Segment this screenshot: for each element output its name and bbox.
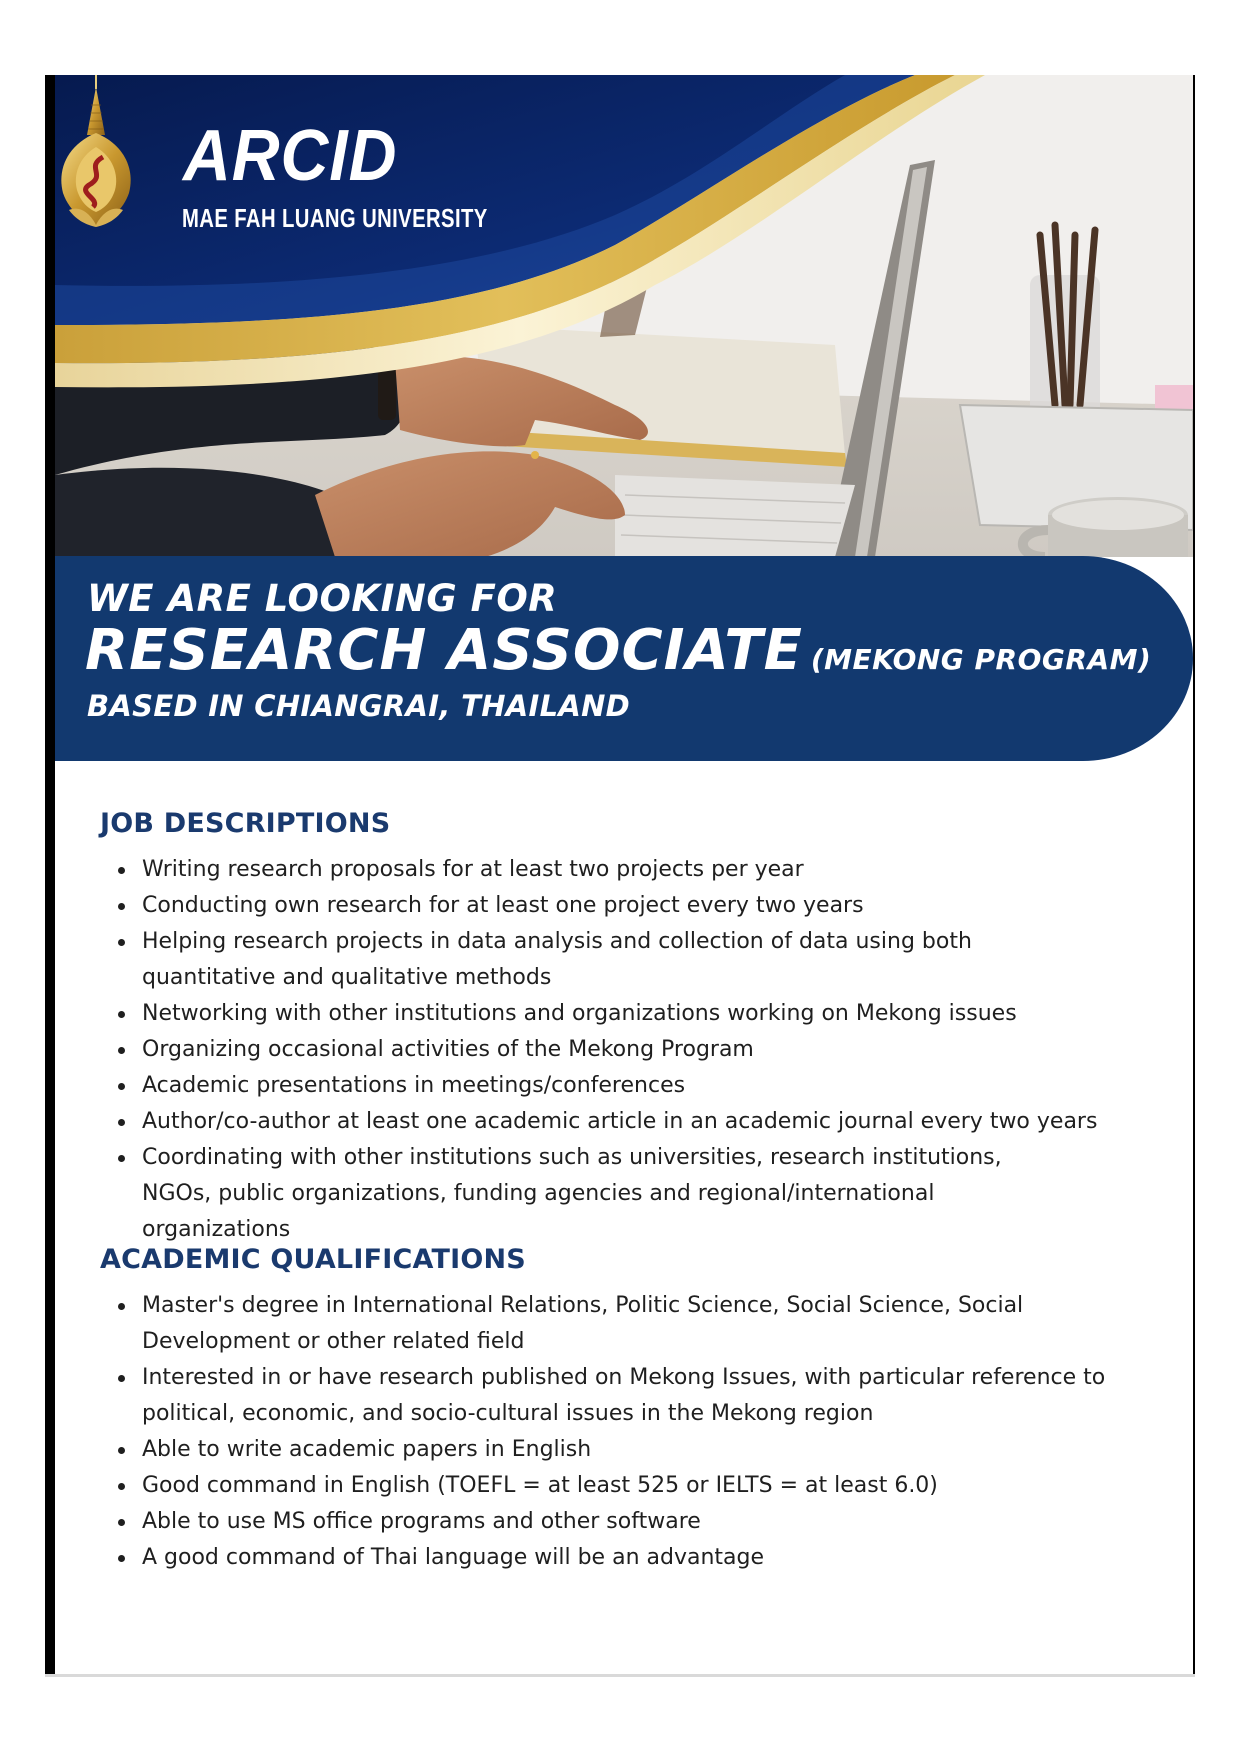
left-border xyxy=(45,75,55,1676)
list-item-text: Conducting own research for at least one project every two years xyxy=(142,893,864,918)
position-title xyxy=(85,618,1152,683)
headline-banner xyxy=(55,556,1193,761)
intro-text: WE ARE LOOKING FOR xyxy=(87,577,558,620)
list-item-text: Helping research projects in data analysis and collection of data using both quantitative and qualitative methods xyxy=(142,929,972,990)
bullet-icon xyxy=(118,1083,125,1090)
list-item-text: Academic presentations in meetings/conferences xyxy=(142,1073,686,1098)
bullet-icon xyxy=(118,939,125,946)
list-item-text: Organizing occasional activities of the Mekong Program xyxy=(142,1037,754,1062)
bullet-icon xyxy=(118,1155,125,1162)
list-item xyxy=(100,1288,1160,1360)
list-item xyxy=(100,1360,1160,1432)
bullet-icon xyxy=(118,1119,125,1126)
academic-qualifications-list xyxy=(100,1288,1160,1576)
list-item xyxy=(100,1468,1160,1504)
list-item xyxy=(100,1140,1160,1248)
section-heading: ACADEMIC QUALIFICATIONS xyxy=(100,1244,526,1275)
bullet-icon xyxy=(118,1519,125,1526)
list-item xyxy=(100,888,1160,924)
academic-qualifications-section xyxy=(100,1244,1160,1576)
bullet-icon xyxy=(118,903,125,910)
bottom-border xyxy=(45,1674,1195,1677)
list-item-text: Master's degree in International Relations, Politic Science, Social Science, Social Development or other related field xyxy=(142,1293,1024,1354)
arcid-logo-text: ARCID xyxy=(183,116,398,196)
bullet-icon xyxy=(118,1011,125,1018)
location-text: BASED IN CHIANGRAI, THAILAND xyxy=(87,689,631,723)
list-item xyxy=(100,924,1160,996)
bullet-icon xyxy=(118,1447,125,1454)
list-item xyxy=(100,1432,1160,1468)
bullet-icon xyxy=(118,1375,125,1382)
right-border xyxy=(1193,75,1195,1676)
hero-image xyxy=(55,75,1193,557)
job-descriptions-list xyxy=(100,852,1160,1248)
bullet-icon xyxy=(118,1555,125,1562)
list-item-text: Able to write academic papers in English xyxy=(142,1437,592,1462)
list-item xyxy=(100,852,1160,888)
position-name: RESEARCH ASSOCIATE xyxy=(85,618,803,683)
list-item-text: Writing research proposals for at least two projects per year xyxy=(142,857,804,882)
list-item xyxy=(100,1504,1160,1540)
list-item xyxy=(100,1032,1160,1068)
list-item xyxy=(100,1540,1160,1576)
bullet-icon xyxy=(118,1483,125,1490)
bullet-icon xyxy=(118,867,125,874)
list-item-text: Interested in or have research published on Mekong Issues, with particular reference to political, economic, and socio-cultural issues in the Mekong region xyxy=(142,1365,1106,1426)
mfu-emblem-icon xyxy=(55,75,137,227)
list-item xyxy=(100,996,1160,1032)
program-name: (MEKONG PROGRAM) xyxy=(810,643,1152,676)
university-name: MAE FAH LUANG UNIVERSITY xyxy=(182,203,488,233)
list-item-text: A good command of Thai language will be an advantage xyxy=(142,1545,765,1570)
list-item-text: Able to use MS office programs and other software xyxy=(142,1509,701,1534)
list-item-text: Author/co-author at least one academic article in an academic journal every two years xyxy=(142,1109,1098,1134)
bullet-icon xyxy=(118,1047,125,1054)
list-item-text: Good command in English (TOEFL = at least 525 or IELTS = at least 6.0) xyxy=(142,1473,938,1498)
list-item-text: Networking with other institutions and organizations working on Mekong issues xyxy=(142,1001,1017,1026)
list-item xyxy=(100,1104,1160,1140)
job-descriptions-section xyxy=(100,808,1160,1248)
bullet-icon xyxy=(118,1303,125,1310)
section-heading: JOB DESCRIPTIONS xyxy=(100,808,391,839)
list-item-text: Coordinating with other institutions such as universities, research institutions, NGOs, public organizations, funding agencies and regional/international organizations xyxy=(142,1145,1002,1242)
list-item xyxy=(100,1068,1160,1104)
